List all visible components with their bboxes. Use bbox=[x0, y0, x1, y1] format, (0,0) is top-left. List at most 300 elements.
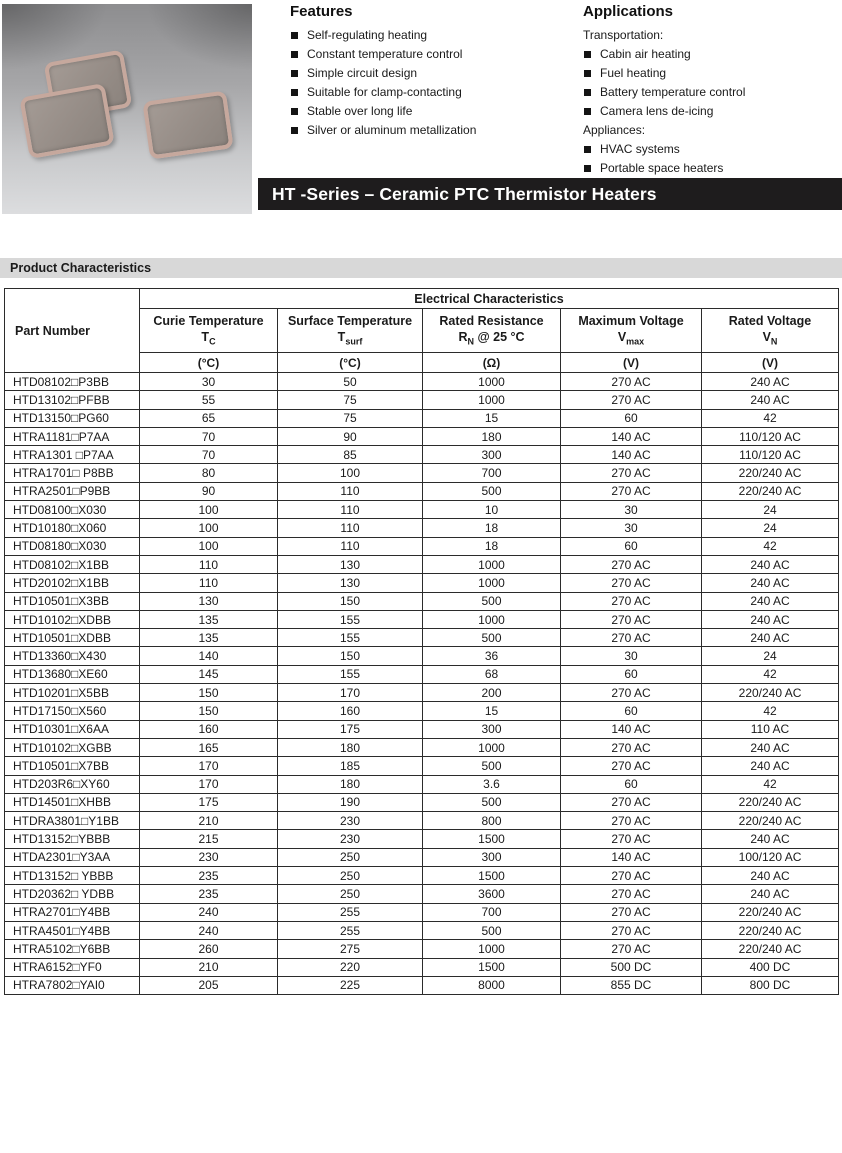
value-cell: 80 bbox=[140, 464, 278, 482]
part-number-cell: HTRA7802□YAI0 bbox=[5, 976, 140, 994]
value-cell: 140 AC bbox=[561, 427, 702, 445]
unit-cell: (V) bbox=[561, 353, 702, 373]
value-cell: 220/240 AC bbox=[702, 464, 839, 482]
value-cell: 500 bbox=[423, 793, 561, 811]
value-cell: 100 bbox=[140, 501, 278, 519]
value-cell: 250 bbox=[278, 848, 423, 866]
table-row bbox=[5, 812, 839, 830]
value-cell: 60 bbox=[561, 537, 702, 555]
value-cell: 240 AC bbox=[702, 391, 839, 409]
value-cell: 300 bbox=[423, 848, 561, 866]
value-cell: 255 bbox=[278, 903, 423, 921]
applications-list bbox=[583, 26, 839, 178]
value-cell: 110 bbox=[140, 555, 278, 573]
value-cell: 155 bbox=[278, 610, 423, 628]
table-row bbox=[5, 574, 839, 592]
table-row bbox=[5, 976, 839, 994]
features-heading: Features bbox=[290, 3, 353, 20]
value-cell: 18 bbox=[423, 537, 561, 555]
value-cell: 1000 bbox=[423, 391, 561, 409]
table-row bbox=[5, 629, 839, 647]
table-row bbox=[5, 848, 839, 866]
value-cell: 110 bbox=[278, 482, 423, 500]
value-cell: 140 AC bbox=[561, 446, 702, 464]
value-cell: 270 AC bbox=[561, 464, 702, 482]
bullet-square-icon bbox=[584, 108, 591, 115]
value-cell: 220/240 AC bbox=[702, 921, 839, 939]
value-cell: 110 AC bbox=[702, 720, 839, 738]
part-number-cell: HTD08102□X1BB bbox=[5, 555, 140, 573]
value-cell: 130 bbox=[278, 574, 423, 592]
part-number-cell: HTD17150□X560 bbox=[5, 702, 140, 720]
value-cell: 18 bbox=[423, 519, 561, 537]
part-number-cell: HTDA2301□Y3AA bbox=[5, 848, 140, 866]
bullet-square-icon bbox=[291, 89, 298, 96]
value-cell: 15 bbox=[423, 409, 561, 427]
value-cell: 270 AC bbox=[561, 391, 702, 409]
list-item bbox=[290, 102, 570, 121]
value-cell: 110 bbox=[278, 501, 423, 519]
column-symbol: $T_C$ bbox=[201, 330, 216, 347]
value-cell: 270 AC bbox=[561, 555, 702, 573]
part-number-cell: HTD20362□ YDBB bbox=[5, 885, 140, 903]
value-cell: 60 bbox=[561, 665, 702, 683]
table-row bbox=[5, 793, 839, 811]
value-cell: 15 bbox=[423, 702, 561, 720]
part-number-cell: HTD13150□PG60 bbox=[5, 409, 140, 427]
value-cell: 1500 bbox=[423, 867, 561, 885]
series-title-banner: HT -Series – Ceramic PTC Thermistor Heaters bbox=[258, 178, 842, 210]
unit-cell: (Ω) bbox=[423, 353, 561, 373]
bullet-square-icon bbox=[291, 108, 298, 115]
value-cell: 100 bbox=[278, 464, 423, 482]
table-row bbox=[5, 885, 839, 903]
value-cell: 175 bbox=[278, 720, 423, 738]
value-cell: 800 DC bbox=[702, 976, 839, 994]
value-cell: 75 bbox=[278, 409, 423, 427]
bullet-square-icon bbox=[584, 51, 591, 58]
table-row bbox=[5, 921, 839, 939]
value-cell: 75 bbox=[278, 391, 423, 409]
value-cell: 185 bbox=[278, 757, 423, 775]
value-cell: 700 bbox=[423, 464, 561, 482]
value-cell: 220/240 AC bbox=[702, 812, 839, 830]
list-item-label: Silver or aluminum metallization bbox=[307, 123, 477, 137]
table-row bbox=[5, 446, 839, 464]
list-item bbox=[583, 102, 839, 121]
value-cell: 90 bbox=[278, 427, 423, 445]
table-row bbox=[5, 940, 839, 958]
value-cell: 1000 bbox=[423, 555, 561, 573]
value-cell: 240 AC bbox=[702, 867, 839, 885]
part-number-cell: HTD10102□XDBB bbox=[5, 610, 140, 628]
bullet-square-icon bbox=[291, 127, 298, 134]
value-cell: 3600 bbox=[423, 885, 561, 903]
section-title-bar: Product Characteristics bbox=[0, 258, 842, 278]
list-item bbox=[290, 83, 570, 102]
column-header bbox=[702, 309, 839, 353]
part-number-cell: HTD13360□X430 bbox=[5, 647, 140, 665]
column-symbol: $V_N$ bbox=[762, 330, 778, 347]
value-cell: 270 AC bbox=[561, 793, 702, 811]
value-cell: 140 bbox=[140, 647, 278, 665]
value-cell: 42 bbox=[702, 409, 839, 427]
value-cell: 230 bbox=[140, 848, 278, 866]
value-cell: 180 bbox=[278, 738, 423, 756]
value-cell: 36 bbox=[423, 647, 561, 665]
application-group-list bbox=[583, 140, 839, 178]
electrical-characteristics-header: Electrical Characteristics bbox=[140, 289, 839, 309]
value-cell: 110/120 AC bbox=[702, 446, 839, 464]
value-cell: 270 AC bbox=[561, 373, 702, 391]
column-title: Rated Voltage bbox=[728, 313, 812, 328]
value-cell: 240 AC bbox=[702, 555, 839, 573]
table-row bbox=[5, 702, 839, 720]
value-cell: 42 bbox=[702, 775, 839, 793]
value-cell: 24 bbox=[702, 647, 839, 665]
value-cell: 700 bbox=[423, 903, 561, 921]
table-row bbox=[5, 373, 839, 391]
value-cell: 400 DC bbox=[702, 958, 839, 976]
value-cell: 150 bbox=[278, 647, 423, 665]
part-number-cell: HTDRA3801□Y1BB bbox=[5, 812, 140, 830]
value-cell: 230 bbox=[278, 812, 423, 830]
column-symbol: $R_N$ @ 25 °C bbox=[458, 330, 525, 347]
application-group-label: Transportation: bbox=[583, 28, 664, 42]
list-item bbox=[290, 26, 570, 45]
value-cell: 68 bbox=[423, 665, 561, 683]
value-cell: 135 bbox=[140, 629, 278, 647]
value-cell: 220/240 AC bbox=[702, 903, 839, 921]
value-cell: 100 bbox=[140, 537, 278, 555]
bullet-square-icon bbox=[291, 51, 298, 58]
value-cell: 250 bbox=[278, 867, 423, 885]
value-cell: 500 bbox=[423, 757, 561, 775]
table-row bbox=[5, 775, 839, 793]
unit-cell: (°C) bbox=[278, 353, 423, 373]
part-number-cell: HTD08180□X030 bbox=[5, 537, 140, 555]
part-number-header: Part Number bbox=[5, 289, 140, 373]
value-cell: 8000 bbox=[423, 976, 561, 994]
value-cell: 30 bbox=[561, 501, 702, 519]
value-cell: 65 bbox=[140, 409, 278, 427]
value-cell: 140 AC bbox=[561, 848, 702, 866]
value-cell: 145 bbox=[140, 665, 278, 683]
bullet-square-icon bbox=[584, 146, 591, 153]
product-photo bbox=[2, 4, 252, 214]
list-item-label: Cabin air heating bbox=[600, 47, 691, 61]
value-cell: 270 AC bbox=[561, 610, 702, 628]
list-item bbox=[583, 64, 839, 83]
list-item-label: Self-regulating heating bbox=[307, 28, 428, 42]
part-number-cell: HTD08102□P3BB bbox=[5, 373, 140, 391]
table-row bbox=[5, 537, 839, 555]
value-cell: 240 AC bbox=[702, 885, 839, 903]
part-number-cell: HTD14501□XHBB bbox=[5, 793, 140, 811]
value-cell: 240 bbox=[140, 921, 278, 939]
value-cell: 270 AC bbox=[561, 903, 702, 921]
group-header-row bbox=[5, 289, 839, 309]
value-cell: 220/240 AC bbox=[702, 793, 839, 811]
list-item-label: Stable over long life bbox=[307, 104, 413, 118]
part-number-cell: HTRA4501□Y4BB bbox=[5, 921, 140, 939]
table-row bbox=[5, 482, 839, 500]
part-number-cell: HTRA5102□Y6BB bbox=[5, 940, 140, 958]
table-row bbox=[5, 501, 839, 519]
value-cell: 270 AC bbox=[561, 684, 702, 702]
value-cell: 210 bbox=[140, 812, 278, 830]
value-cell: 30 bbox=[140, 373, 278, 391]
value-cell: 225 bbox=[278, 976, 423, 994]
list-item-label: Portable space heaters bbox=[600, 161, 724, 175]
value-cell: 220/240 AC bbox=[702, 684, 839, 702]
value-cell: 150 bbox=[278, 592, 423, 610]
part-number-cell: HTD20102□X1BB bbox=[5, 574, 140, 592]
column-header bbox=[561, 309, 702, 353]
list-item bbox=[290, 64, 570, 83]
part-number-cell: HTD10180□X060 bbox=[5, 519, 140, 537]
part-number-cell: HTD08100□X030 bbox=[5, 501, 140, 519]
application-group-label: Appliances: bbox=[583, 123, 646, 137]
value-cell: 260 bbox=[140, 940, 278, 958]
value-cell: 110 bbox=[140, 574, 278, 592]
value-cell: 250 bbox=[278, 885, 423, 903]
value-cell: 110/120 AC bbox=[702, 427, 839, 445]
list-item bbox=[290, 45, 570, 64]
value-cell: 270 AC bbox=[561, 812, 702, 830]
value-cell: 170 bbox=[278, 684, 423, 702]
value-cell: 110 bbox=[278, 519, 423, 537]
part-number-cell: HTRA1701□ P8BB bbox=[5, 464, 140, 482]
value-cell: 855 DC bbox=[561, 976, 702, 994]
value-cell: 42 bbox=[702, 665, 839, 683]
value-cell: 70 bbox=[140, 427, 278, 445]
value-cell: 155 bbox=[278, 665, 423, 683]
part-number-cell: HTRA1301 □P7AA bbox=[5, 446, 140, 464]
column-title: Surface Temperature bbox=[287, 313, 413, 328]
column-header bbox=[423, 309, 561, 353]
part-number-cell: HTD10501□XDBB bbox=[5, 629, 140, 647]
part-number-cell: HTD13152□YBBB bbox=[5, 830, 140, 848]
value-cell: 135 bbox=[140, 610, 278, 628]
ptc-chip bbox=[19, 83, 114, 159]
table-row bbox=[5, 684, 839, 702]
table-row bbox=[5, 647, 839, 665]
list-item bbox=[583, 140, 839, 159]
value-cell: 215 bbox=[140, 830, 278, 848]
table-row bbox=[5, 665, 839, 683]
value-cell: 190 bbox=[278, 793, 423, 811]
value-cell: 270 AC bbox=[561, 757, 702, 775]
list-item bbox=[583, 159, 839, 178]
value-cell: 500 bbox=[423, 629, 561, 647]
table-row bbox=[5, 391, 839, 409]
column-title: Maximum Voltage bbox=[578, 313, 684, 328]
value-cell: 60 bbox=[561, 702, 702, 720]
bullet-square-icon bbox=[584, 165, 591, 172]
value-cell: 300 bbox=[423, 446, 561, 464]
unit-cell: (°C) bbox=[140, 353, 278, 373]
value-cell: 500 bbox=[423, 482, 561, 500]
value-cell: 175 bbox=[140, 793, 278, 811]
part-number-cell: HTD203R6□XY60 bbox=[5, 775, 140, 793]
value-cell: 230 bbox=[278, 830, 423, 848]
value-cell: 160 bbox=[278, 702, 423, 720]
list-item-label: Constant temperature control bbox=[307, 47, 463, 61]
value-cell: 235 bbox=[140, 885, 278, 903]
value-cell: 200 bbox=[423, 684, 561, 702]
value-cell: 100/120 AC bbox=[702, 848, 839, 866]
part-number-cell: HTRA6152□YF0 bbox=[5, 958, 140, 976]
list-item bbox=[290, 121, 570, 140]
value-cell: 50 bbox=[278, 373, 423, 391]
value-cell: 140 AC bbox=[561, 720, 702, 738]
table-row bbox=[5, 720, 839, 738]
part-number-cell: HTRA1181□P7AA bbox=[5, 427, 140, 445]
list-item-label: Fuel heating bbox=[600, 66, 667, 80]
value-cell: 1500 bbox=[423, 958, 561, 976]
value-cell: 220 bbox=[278, 958, 423, 976]
list-item-label: Simple circuit design bbox=[307, 66, 418, 80]
list-item-label: Camera lens de-icing bbox=[600, 104, 714, 118]
value-cell: 300 bbox=[423, 720, 561, 738]
bullet-square-icon bbox=[291, 70, 298, 77]
value-cell: 500 DC bbox=[561, 958, 702, 976]
value-cell: 180 bbox=[278, 775, 423, 793]
value-cell: 30 bbox=[561, 647, 702, 665]
value-cell: 30 bbox=[561, 519, 702, 537]
value-cell: 270 AC bbox=[561, 482, 702, 500]
value-cell: 240 AC bbox=[702, 610, 839, 628]
value-cell: 150 bbox=[140, 702, 278, 720]
value-cell: 90 bbox=[140, 482, 278, 500]
list-item bbox=[583, 45, 839, 64]
part-number-cell: HTD10102□XGBB bbox=[5, 738, 140, 756]
value-cell: 270 AC bbox=[561, 867, 702, 885]
part-number-cell: HTD10201□X5BB bbox=[5, 684, 140, 702]
value-cell: 42 bbox=[702, 702, 839, 720]
value-cell: 3.6 bbox=[423, 775, 561, 793]
part-number-cell: HTD13680□XE60 bbox=[5, 665, 140, 683]
applications-section bbox=[583, 2, 839, 178]
features-list bbox=[290, 26, 570, 140]
value-cell: 1000 bbox=[423, 738, 561, 756]
value-cell: 24 bbox=[702, 501, 839, 519]
value-cell: 275 bbox=[278, 940, 423, 958]
value-cell: 270 AC bbox=[561, 738, 702, 756]
value-cell: 500 bbox=[423, 592, 561, 610]
part-number-cell: HTRA2701□Y4BB bbox=[5, 903, 140, 921]
table-row bbox=[5, 830, 839, 848]
value-cell: 210 bbox=[140, 958, 278, 976]
part-number-cell: HTD10501□X7BB bbox=[5, 757, 140, 775]
list-item-label: Battery temperature control bbox=[600, 85, 746, 99]
value-cell: 110 bbox=[278, 537, 423, 555]
list-item bbox=[583, 83, 839, 102]
value-cell: 155 bbox=[278, 629, 423, 647]
table-row bbox=[5, 555, 839, 573]
value-cell: 205 bbox=[140, 976, 278, 994]
part-number-cell: HTD13152□ YBBB bbox=[5, 867, 140, 885]
table-row bbox=[5, 867, 839, 885]
table-row bbox=[5, 738, 839, 756]
part-number-cell: HTD10501□X3BB bbox=[5, 592, 140, 610]
value-cell: 240 AC bbox=[702, 757, 839, 775]
value-cell: 180 bbox=[423, 427, 561, 445]
column-title: Curie Temperature bbox=[153, 313, 264, 328]
value-cell: 270 AC bbox=[561, 830, 702, 848]
value-cell: 1000 bbox=[423, 373, 561, 391]
value-cell: 220/240 AC bbox=[702, 482, 839, 500]
value-cell: 70 bbox=[140, 446, 278, 464]
value-cell: 240 AC bbox=[702, 629, 839, 647]
value-cell: 160 bbox=[140, 720, 278, 738]
table-row bbox=[5, 958, 839, 976]
list-item-label: HVAC systems bbox=[600, 142, 680, 156]
value-cell: 170 bbox=[140, 775, 278, 793]
value-cell: 500 bbox=[423, 921, 561, 939]
table-row bbox=[5, 610, 839, 628]
unit-cell: (V) bbox=[702, 353, 839, 373]
bullet-square-icon bbox=[291, 32, 298, 39]
applications-heading: Applications bbox=[583, 3, 674, 20]
value-cell: 1000 bbox=[423, 940, 561, 958]
value-cell: 1000 bbox=[423, 574, 561, 592]
part-number-cell: HTD13102□PFBB bbox=[5, 391, 140, 409]
value-cell: 270 AC bbox=[561, 592, 702, 610]
table-row bbox=[5, 427, 839, 445]
table-row bbox=[5, 757, 839, 775]
value-cell: 270 AC bbox=[561, 885, 702, 903]
value-cell: 240 bbox=[140, 903, 278, 921]
value-cell: 60 bbox=[561, 409, 702, 427]
value-cell: 240 AC bbox=[702, 592, 839, 610]
value-cell: 170 bbox=[140, 757, 278, 775]
electrical-characteristics-table bbox=[4, 288, 839, 995]
value-cell: 130 bbox=[140, 592, 278, 610]
column-header bbox=[140, 309, 278, 353]
column-symbol: $T_{surf}$ bbox=[337, 330, 363, 347]
value-cell: 270 AC bbox=[561, 921, 702, 939]
value-cell: 240 AC bbox=[702, 738, 839, 756]
value-cell: 270 AC bbox=[561, 940, 702, 958]
value-cell: 1500 bbox=[423, 830, 561, 848]
value-cell: 235 bbox=[140, 867, 278, 885]
value-cell: 165 bbox=[140, 738, 278, 756]
column-symbol: $V_{max}$ bbox=[617, 330, 645, 347]
value-cell: 10 bbox=[423, 501, 561, 519]
features-section bbox=[290, 2, 570, 140]
value-cell: 100 bbox=[140, 519, 278, 537]
value-cell: 60 bbox=[561, 775, 702, 793]
value-cell: 255 bbox=[278, 921, 423, 939]
value-cell: 85 bbox=[278, 446, 423, 464]
value-cell: 270 AC bbox=[561, 574, 702, 592]
list-item-label: Suitable for clamp-contacting bbox=[307, 85, 462, 99]
value-cell: 150 bbox=[140, 684, 278, 702]
table-body bbox=[5, 373, 839, 995]
value-cell: 42 bbox=[702, 537, 839, 555]
value-cell: 220/240 AC bbox=[702, 940, 839, 958]
table-row bbox=[5, 519, 839, 537]
ptc-chip bbox=[142, 90, 233, 159]
value-cell: 55 bbox=[140, 391, 278, 409]
column-header bbox=[278, 309, 423, 353]
table-row bbox=[5, 903, 839, 921]
part-number-cell: HTRA2501□P9BB bbox=[5, 482, 140, 500]
value-cell: 800 bbox=[423, 812, 561, 830]
value-cell: 270 AC bbox=[561, 629, 702, 647]
